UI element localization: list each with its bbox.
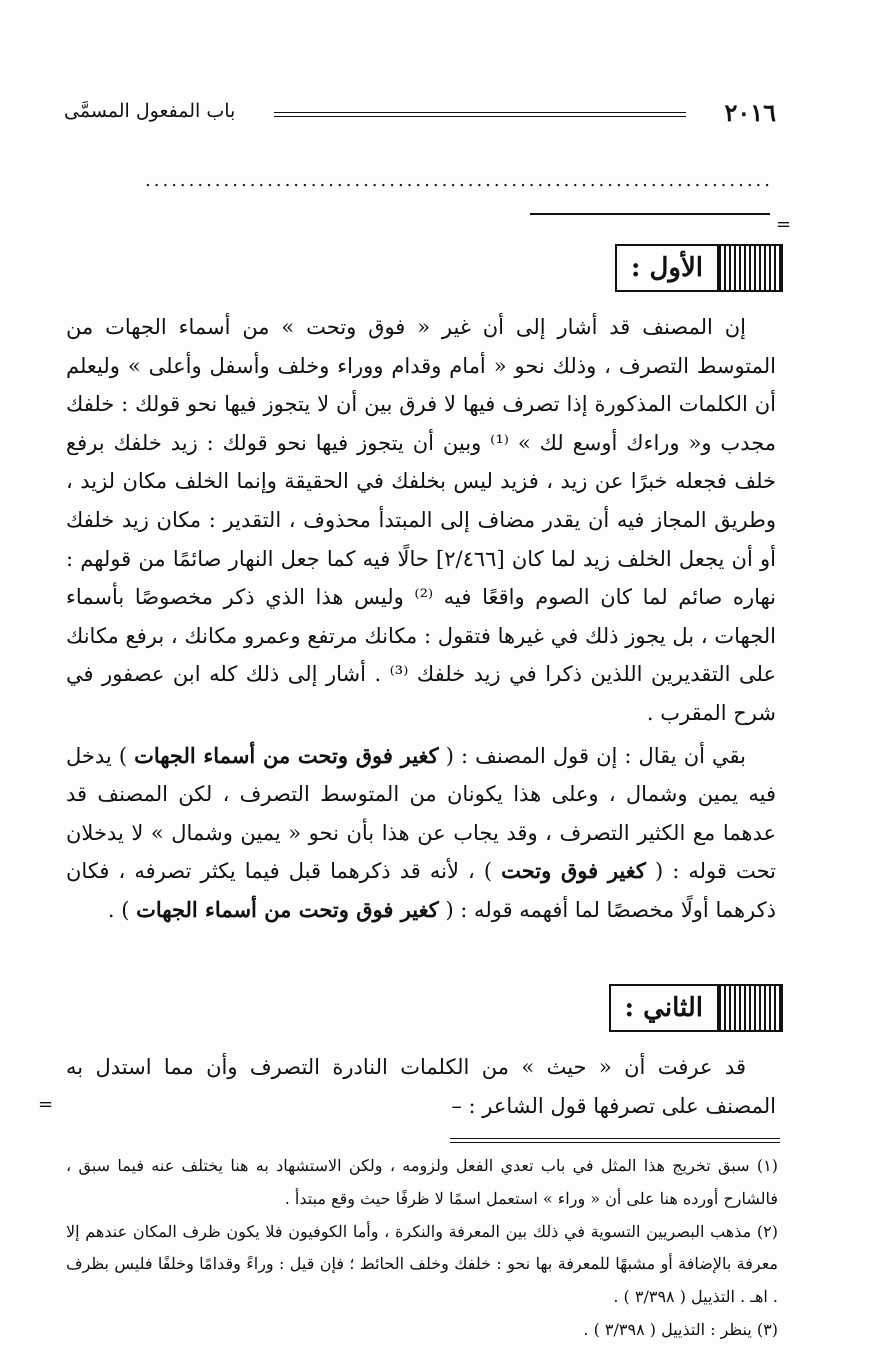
footnote-3: (٣) ينظر : التذييل ( ٣/٣٩٨ ) . [583, 1319, 778, 1339]
footnote-1: (١) سبق تخريج هذا المثل في باب تعدي الفعل ولزومه ، ولكن الاستشهاد به هنا يختلف عنه فيما سبق ، فالشارح أورده هنا على أن « وراء » استعمل اسمًا لا ظرفًا حيث وقع مبتدأ . [66, 1156, 778, 1208]
heading-hatch-ornament [717, 246, 781, 290]
continuation-mark: = [38, 1094, 54, 1115]
footnotes [66, 1150, 778, 1347]
page-number: ٢٠١٦ [724, 98, 776, 127]
section-two-body [66, 1048, 776, 1129]
body-paragraph [66, 308, 776, 733]
heading-hatch-ornament [717, 986, 781, 1030]
text-run: إن المصنف قد أشار إلى أن غير « فوق وتحت » من أسماء الجهات من المتوسط التصرف ، وذلك نحو « أمام وقدام ووراء وخلف وأسفل وأعلى » وليعلم أن الكلمات المذكورة إذا تصرف فيها لا فرق بين أن لا يتجوز فيها نحو قولك : خلفك مجدب و« وراءك أوسع لك » ⁽¹⁾ وبين أن يتجوز فيها نحو قولك : زيد خلفك برفع خلف فجعله خبرًا عن زيد ، فزيد ليس بخلفك في الحقيقة وإنما الخلف مكان لزيد ، وطريق المجاز فيه أن يقدر مضاف إلى المبتدأ محذوف ، التقدير : مكان زيد خلفك أو أن يجعل الخلف زيد لما كان [٢/٤٦٦] حالًا فيه كما جعل النهار صائمًا من قولهم : نهاره صائم لما كان الصوم واقعًا فيه ⁽²⁾ وليس هذا الذي ذكر مخصوصًا بأسماء الجهات ، بل يجوز ذلك في غيرها فتقول : مكانك مرتفع وعمرو مكانك ، برفع مكانك على التقديرين اللذين ذكرا في زيد خلفك ⁽³⁾ . أشار إلى ذلك كله ابن عصفور في شرح المقرب . [66, 315, 777, 725]
ellipsis-line: ........................................................................ [145, 170, 773, 191]
footnote-rule [450, 1138, 780, 1143]
text-run: ) ، لأنه قد ذكرهما قبل فيما يكثر تصرفه ، فكان ذكرهما أولًا مخصصًا لما أفهمه قوله : ( [66, 859, 776, 922]
header-rule [274, 112, 686, 117]
quoted-text: كغير فوق وتحت من أسماء الجهات [136, 896, 439, 922]
separator-rule [530, 213, 770, 215]
section-heading-first [615, 244, 783, 292]
text-run: بقي أن يقال : إن قول المصنف : ( [438, 743, 747, 768]
heading-label: الأول : [630, 253, 703, 283]
running-header [64, 96, 776, 136]
quoted-text: كغير فوق وتحت [501, 858, 646, 884]
quoted-text: كغير فوق وتحت من أسماء الجهات [134, 742, 439, 768]
body-paragraph [66, 737, 776, 930]
section-one-body [66, 308, 776, 934]
chapter-title: باب المفعول المسمَّى [64, 100, 236, 122]
text-run: قد عرفت أن « حيث » من الكلمات النادرة التصرف وأن مما استدل به المصنف على تصرفها قول الشاعر : – [66, 1055, 776, 1118]
text-run: ) يدخل فيه يمين وشمال ، وعلى هذا يكونان من المتوسط التصرف ، لكن المصنف قد عدهما مع الكثير التصرف ، وقد يجاب عن هذا بأن نحو « يمين وشمال » لا يدخلان تحت قوله : ( [66, 743, 776, 884]
text-run: ) . [107, 897, 137, 922]
continuation-mark: = [776, 214, 792, 235]
section-heading-second [609, 984, 783, 1032]
footnote-2: (٢) مذهب البصريين التسوية في ذلك بين المعرفة والنكرة ، وأما الكوفيون فلا يكون ظرف المكان عندهم إلا معرفة بالإضافة أو مشبهًا للمعرفة بها نحو : خلفك وخلف الحائط ؛ فإن قيل : وراءً وقدامًا وخلفًا فليس بظرف . اهـ . التذييل ( ٣/٣٩٨ ) . [66, 1221, 778, 1307]
heading-label: الثاني : [624, 993, 703, 1023]
body-paragraph [66, 1048, 776, 1125]
